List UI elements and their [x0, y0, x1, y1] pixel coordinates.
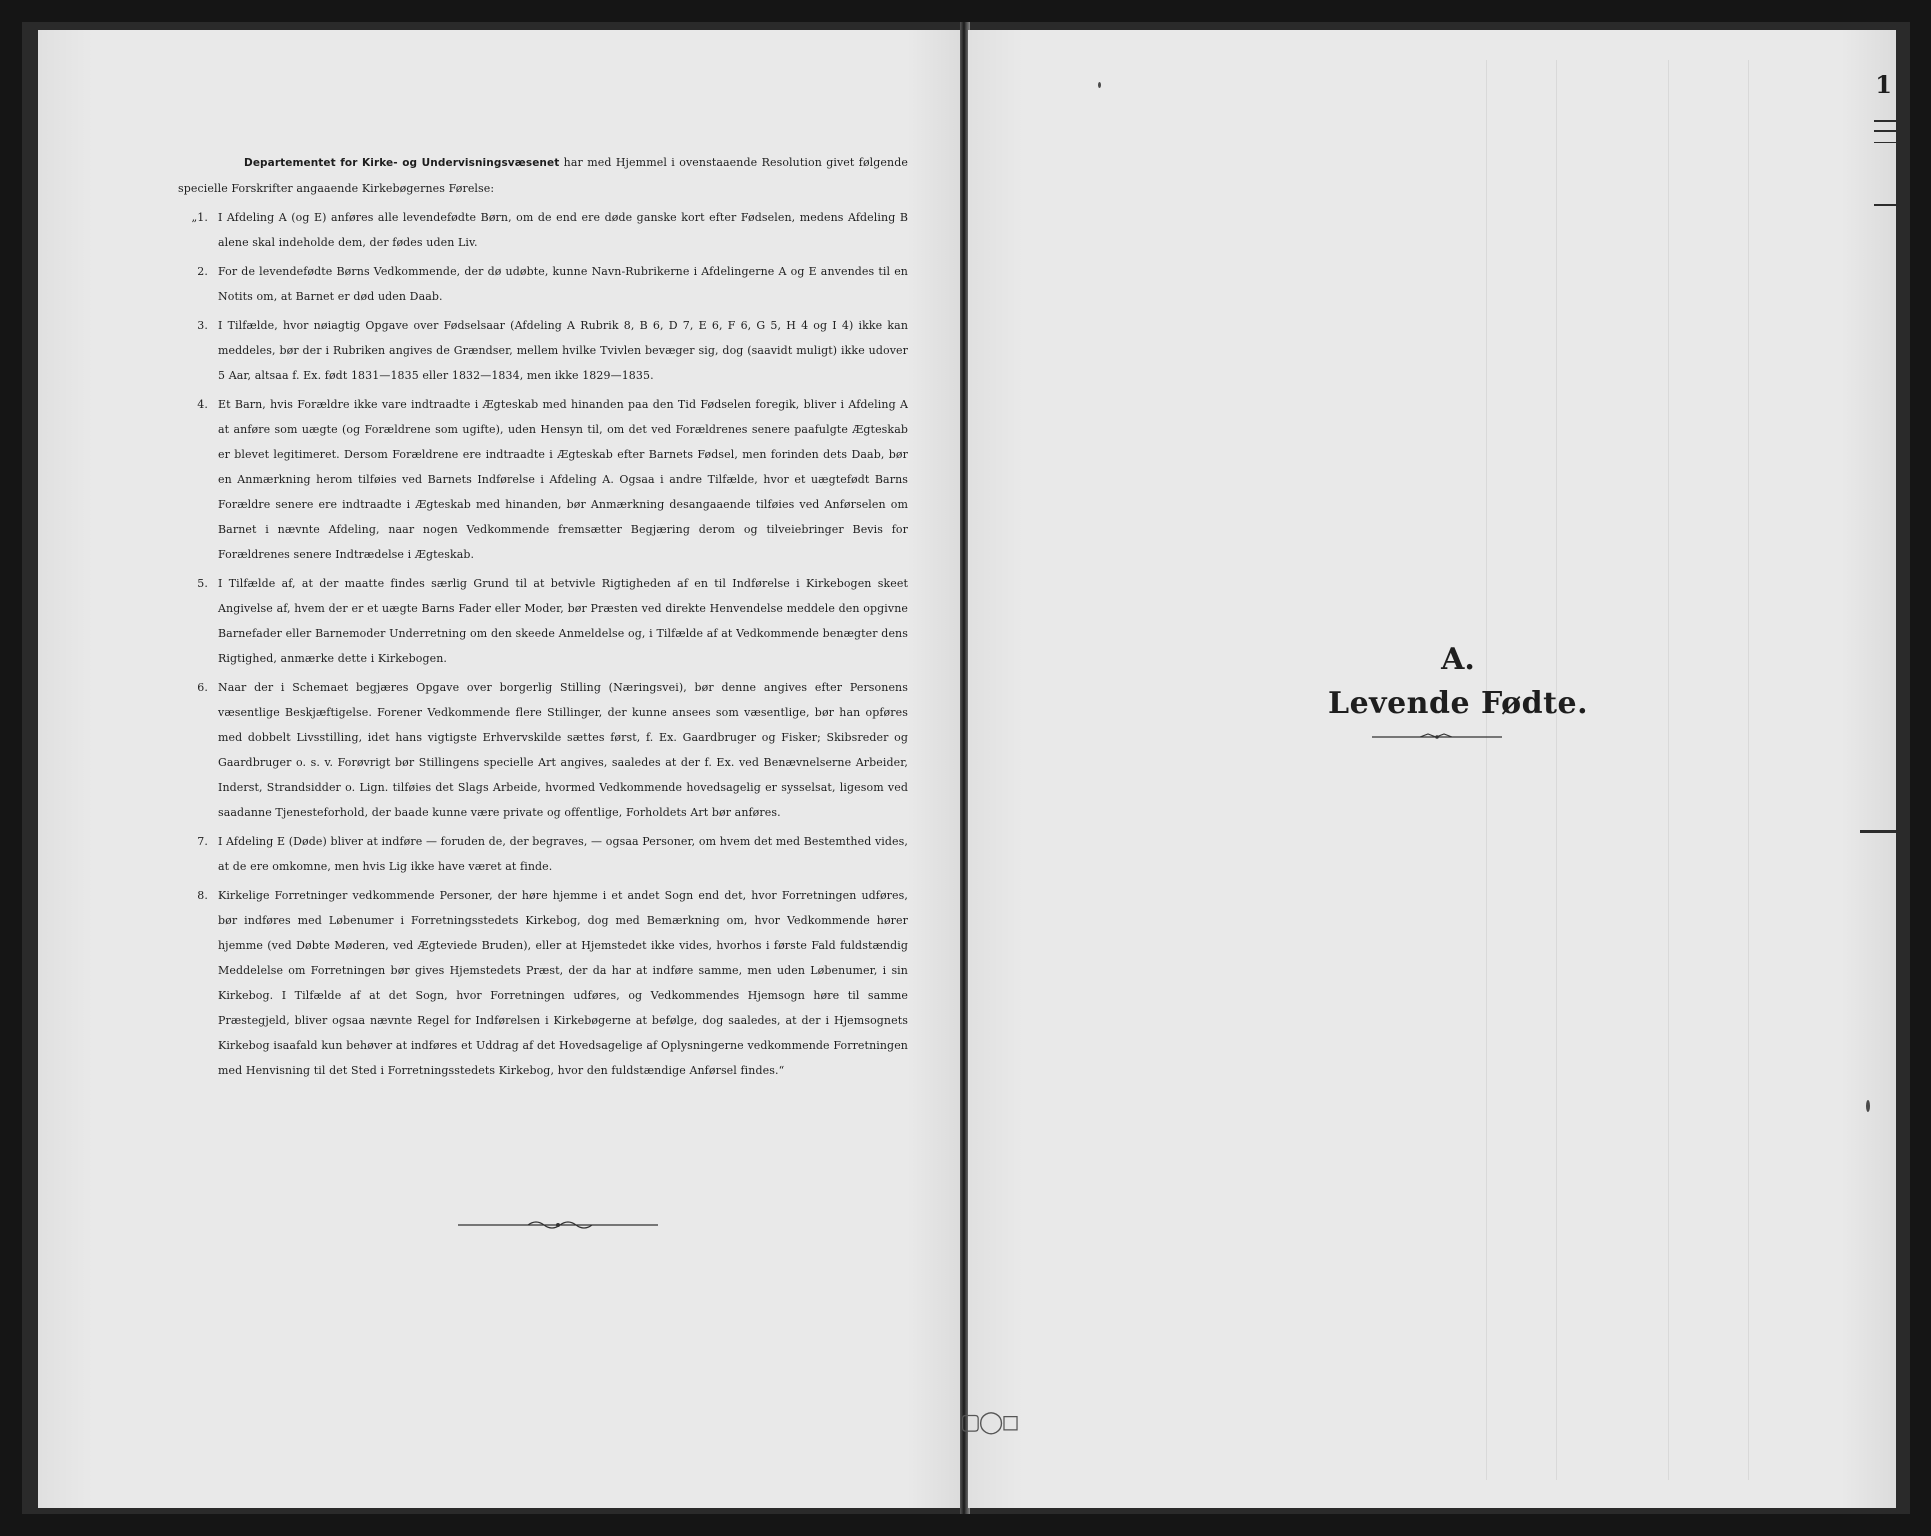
regulation-item	[178, 205, 908, 255]
right-page	[960, 30, 1896, 1508]
section-title: Levende Fødte.	[1327, 686, 1589, 721]
section-letter: A.	[1441, 642, 1475, 677]
ornament-divider-left	[458, 1218, 658, 1232]
intro-paragraph	[178, 150, 908, 201]
item-text: For de levendefødte Børns Vedkommende, der dø udøbte, kunne Navn-Rubrikerne i Afdelingerne A og E anvendes til en Notits om, at Barnet er død uden Daab.	[218, 265, 908, 303]
regulations-text	[178, 150, 908, 1087]
regulation-item	[178, 392, 908, 567]
item-text: I Afdeling E (Døde) bliver at indføre — foruden de, der begraves, — ogsaa Personer, om hvem det med Bestemthed vides, at de ere omkomne, men hvis Lig ikke have været at finde.	[218, 835, 908, 873]
item-number: 2.	[197, 265, 208, 278]
faint-column-line	[1748, 60, 1749, 1480]
item-number: 3.	[197, 319, 208, 332]
page-edge-ruling	[1874, 204, 1896, 206]
item-number: 8.	[197, 889, 208, 902]
binding-mark: ▢◯◻	[960, 1410, 1018, 1435]
ink-speck	[1098, 82, 1101, 88]
regulation-item	[178, 675, 908, 825]
page-edge-ruling	[1874, 130, 1896, 132]
faint-column-line	[1556, 60, 1557, 1480]
left-page	[38, 30, 964, 1508]
item-number: 7.	[197, 835, 208, 848]
item-number: „1.	[191, 211, 208, 224]
ornament-divider-right	[1372, 730, 1502, 744]
item-text: Et Barn, hvis Forældre ikke vare indtraadte i Ægteskab med hinanden paa den Tid Fødselen foregik, bliver i Afdeling A at anføre som uægte (og Forældrene som ugifte), uden Hensyn til, om det ved Forældrenes senere paafulgte Ægteskab er blevet legitimeret. Dersom Forældrene ere indtraadte i Ægteskab efter Barnets Fødsel, men forinden dets Daab, bør en Anmærkning herom tilføies ved Barnets Indførelse i Afdeling A. Ogsaa i andre Tilfælde, hvor et uægtefødt Barns Forældre senere ere indtraadte i Ægteskab med hinanden, bør Anmærkning desangaaende tilføies ved Anførselen om Barnet i nævnte Afdeling, naar nogen Vedkommende fremsætter Begjæring derom og tilveiebringer Bevis for Forældrenes senere Indtrædelse i Ægteskab.	[218, 398, 908, 561]
faint-column-line	[1668, 60, 1669, 1480]
item-text: I Afdeling A (og E) anføres alle levendefødte Børn, om de end ere døde ganske kort efter Fødselen, medens Afdeling B alene skal indeholde dem, der fødes uden Liv.	[218, 211, 908, 249]
regulation-item	[178, 259, 908, 309]
page-edge-ruling	[1874, 120, 1896, 122]
ink-speck	[1866, 1100, 1870, 1112]
page-edge-ruling	[1874, 142, 1896, 143]
regulation-item	[178, 313, 908, 388]
page-number: 1	[1875, 70, 1892, 99]
regulation-item	[178, 829, 908, 879]
item-text: I Tilfælde, hvor nøiagtig Opgave over Fødselsaar (Afdeling A Rubrik 8, B 6, D 7, E 6, F 6, G 5, H 4 og I 4) ikke kan meddeles, bør der i Rubriken angives de Grændser, mellem hvilke Tvivlen bevæger sig, dog (saavidt muligt) ikke udover 5 Aar, altsaa f. Ex. født 1831—1835 eller 1832—1834, men ikke 1829—1835.	[218, 319, 908, 382]
item-number: 5.	[197, 577, 208, 590]
item-text: I Tilfælde af, at der maatte findes særlig Grund til at betvivle Rigtigheden af en til Indførelse i Kirkebogen skeet Angivelse af, hvem der er et uægte Barns Fader eller Moder, bør Præsten ved direkte Henvendelse meddele den opgivne Barnefader eller Barnemoder Underretning om den skeede Anmeldelse og, i Tilfælde af at Vedkommende benægter dens Rigtighed, anmærke dette i Kirkebogen.	[218, 577, 908, 665]
item-text: Naar der i Schemaet begjæres Opgave over borgerlig Stilling (Næringsvei), bør denne angives efter Personens væsentlige Beskjæftigelse. Forener Vedkommende flere Stillinger, der kunne ansees som væsentlige, bør han opføres med dobbelt Livsstilling, idet hans vigtigste Erhvervskilde sættes først, f. Ex. Gaardbruger og Fisker; Skibsreder og Gaardbruger o. s. v. Forøvrigt bør Stillingens specielle Art angives, saaledes at der f. Ex. ved Benævnelserne Arbeider, Inderst, Strandsidder o. Lign. tilføies det Slags Arbeide, hvormed Vedkommende hovedsagelig er sysselsat, ligesom ved saadanne Tjenesteforhold, der baade kunne være private og offentlige, Forholdets Art bør anføres.	[218, 681, 908, 819]
intro-heading: Departementet for Kirke- og Undervisningsvæsenet	[244, 157, 560, 169]
regulation-item	[178, 571, 908, 671]
item-number: 6.	[197, 681, 208, 694]
faint-column-line	[1486, 60, 1487, 1480]
regulation-item	[178, 883, 908, 1083]
intro-text: har med Hjemmel i ovenstaaende Resolution givet følgende specielle Forskrifter angaaende Kirkebøgernes Førelse:	[178, 156, 908, 195]
page-edge-ruling	[1860, 830, 1896, 833]
item-number: 4.	[197, 398, 208, 411]
book-spread	[22, 22, 1910, 1514]
item-text: Kirkelige Forretninger vedkommende Personer, der høre hjemme i et andet Sogn end det, hvor Forretningen udføres, bør indføres med Løbenumer i Forretningsstedets Kirkebog, dog med Bemærkning om, hvor Vedkommende hører hjemme (ved Døbte Møderen, ved Ægteviede Bruden), eller at Hjemstedet ikke vides, hvorhos i første Fald fuldstændig Meddelelse om Forretningen bør gives Hjemstedets Præst, der da har at indføre samme, men uden Løbenumer, i sin Kirkebog. I Tilfælde af at det Sogn, hvor Forretningen udføres, og Vedkommendes Hjemsogn høre til samme Præstegjeld, bliver ogsaa nævnte Regel for Indførelsen i Kirkebøgerne at befølge, dog saaledes, at der i Hjemsognets Kirkebog isaafald kun behøver at indføres et Uddrag af det Hovedsagelige af Oplysningerne vedkommende Forretningen med Henvisning til det Sted i Forretningsstedets Kirkebog, hvor den fuldstændige Anførsel findes.“	[218, 889, 908, 1077]
